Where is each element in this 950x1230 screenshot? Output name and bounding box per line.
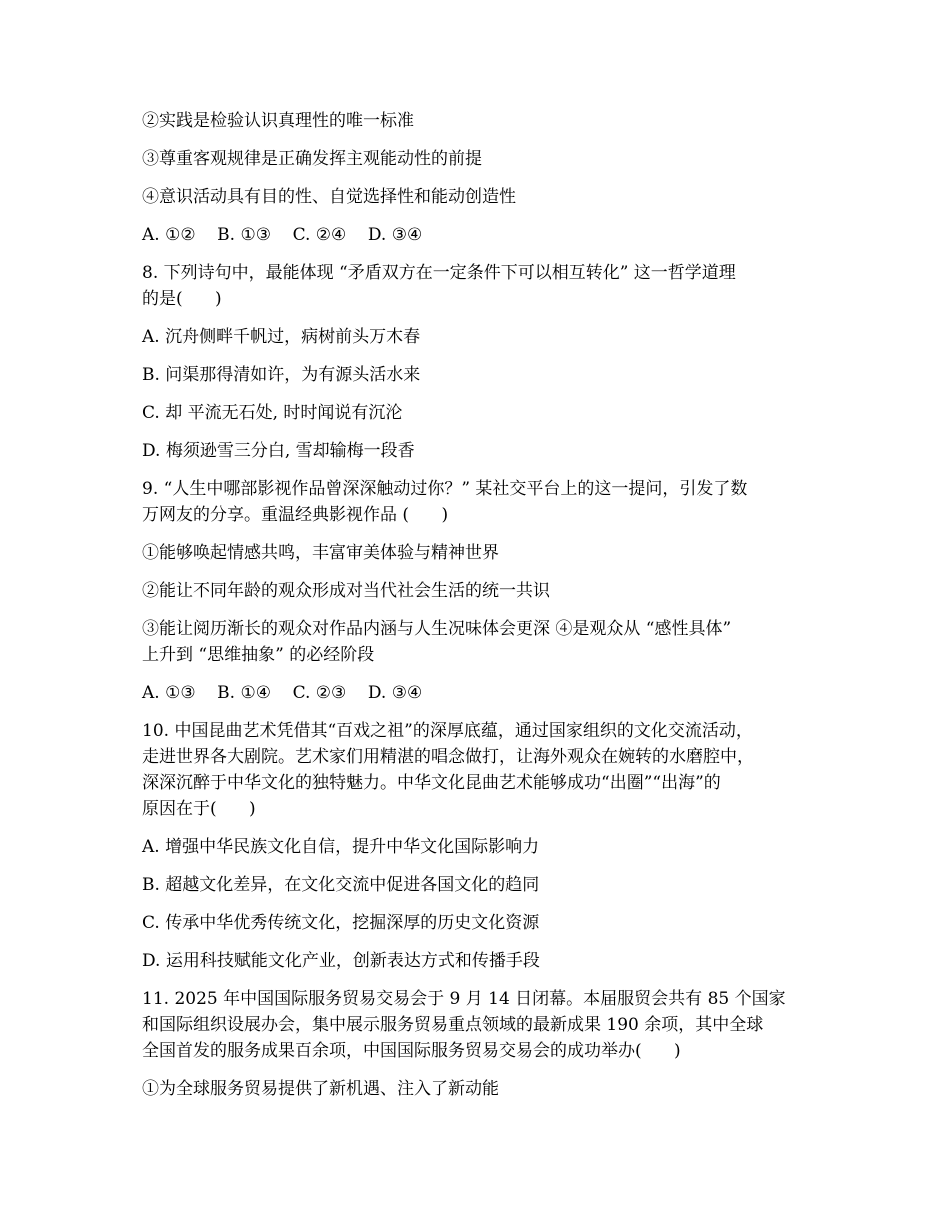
q11-stem-line: 全国首发的服务成果百余项，中国国际服务贸易交易会的成功举办( ): [142, 1041, 681, 1061]
q9-item-2: ②能让不同年龄的观众形成对当代社会生活的统一共识: [142, 581, 550, 601]
q10-stem-line: 走进世界各大剧院。艺术家们用精湛的唱念做打，让海外观众在婉转的水磨腔中，: [142, 747, 754, 767]
q9-stem-line: 万网友的分享。重温经典影视作品 ( ): [142, 505, 449, 525]
q9-stem: [142, 476, 832, 528]
q11-stem-line: 11. 2025 年中国国际服务贸易交易会于 9 月 14 日闭幕。本届服贸会共有 85 个国家: [142, 989, 786, 1009]
q9-item-line: ③能让阅历渐长的观众对作品内涵与人生况味体会更深 ④是观众从 “感性具体”: [142, 619, 732, 639]
q11-stem-line: 和国际组织设展办会，集中展示服务贸易重点领域的最新成果 190 余项，其中全球: [142, 1015, 764, 1035]
q9-stem-line: 9. “人生中哪部影视作品曾深深触动过你？” 某社交平台上的这一提问，引发了数: [142, 479, 748, 499]
q9-item-line: 上升到 “思维抽象” 的必经阶段: [142, 645, 375, 665]
q10-stem-line: 10. 中国昆曲艺术凭借其“百戏之祖”的深厚底蕴，通过国家组织的文化交流活动，: [142, 721, 753, 741]
q8-option-d: D. 梅须逊雪三分白, 雪却输梅一段香: [142, 441, 415, 461]
q11-stem: [142, 986, 832, 1064]
q10-option-a: A. 增强中华民族文化自信，提升中华文化国际影响力: [142, 837, 540, 857]
q7-item-4: ④意识活动具有目的性、自觉选择性和能动创造性: [142, 187, 516, 207]
q7-choices: A. ①② B. ①③ C. ②④ D. ③④: [142, 225, 423, 245]
exam-page: [142, 108, 832, 1102]
q8-stem-line: 8. 下列诗句中，最能体现 “矛盾双方在一定条件下可以相互转化” 这一哲学道理: [142, 263, 736, 283]
q10-stem-line: 原因在于( ): [142, 799, 256, 819]
q8-option-a: A. 沉舟侧畔千帆过，病树前头万木春: [142, 327, 421, 347]
q7-item-2: ②实践是检验认识真理性的唯一标准: [142, 111, 414, 131]
q8-stem-line: 的是( ): [142, 289, 222, 309]
q7-item-3: ③尊重客观规律是正确发挥主观能动性的前提: [142, 149, 482, 169]
q11-item-1: ①为全球服务贸易提供了新机遇、注入了新动能: [142, 1079, 499, 1099]
q8-option-b: B. 问渠那得清如许，为有源头活水来: [142, 365, 421, 385]
q9-item-1: ①能够唤起情感共鸣，丰富审美体验与精神世界: [142, 543, 499, 563]
q10-stem-line: 深深沉醉于中华文化的独特魅力。中华文化昆曲艺术能够成功“出圈”“出海”的: [142, 773, 721, 793]
q10-option-c: C. 传承中华优秀传统文化，挖掘深厚的历史文化资源: [142, 913, 540, 933]
q10-option-d: D. 运用科技赋能文化产业，创新表达方式和传播手段: [142, 951, 540, 971]
q10-option-b: B. 超越文化差异，在文化交流中促进各国文化的趋同: [142, 875, 540, 895]
q8-stem: [142, 260, 832, 312]
q9-choices: A. ①③ B. ①④ C. ②③ D. ③④: [142, 683, 423, 703]
q8-option-c: C. 却 平流无石处, 时时闻说有沉沦: [142, 403, 403, 423]
q10-stem: [142, 718, 832, 822]
q9-item-3-4: [142, 616, 832, 668]
